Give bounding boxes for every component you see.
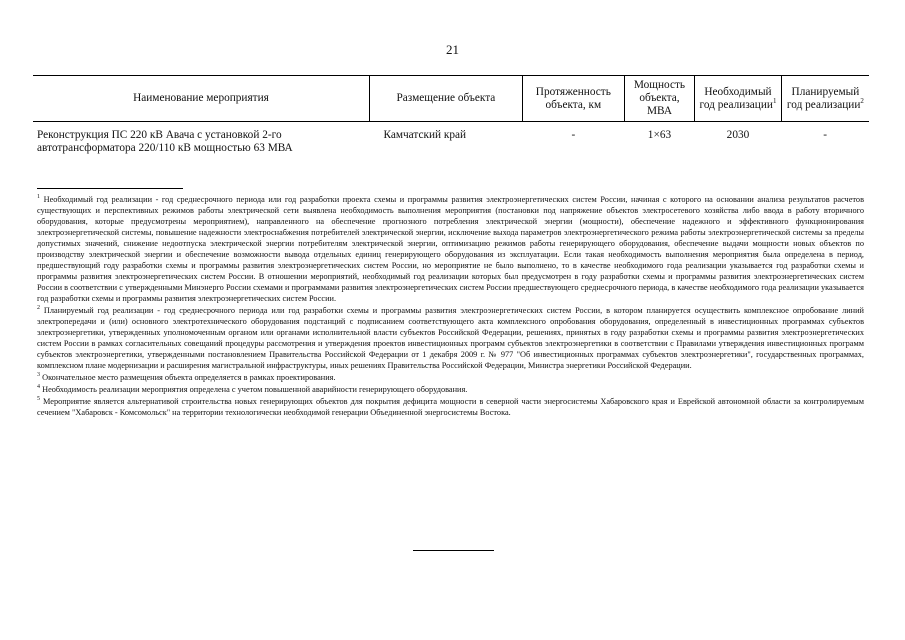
footnote-number: 4 xyxy=(37,384,40,391)
table-header-row xyxy=(33,76,869,122)
measures-table xyxy=(33,75,869,157)
header-location: Размещение объекта xyxy=(369,76,522,122)
footnote-number: 5 xyxy=(37,396,40,403)
header-planned-year xyxy=(781,76,869,122)
header-planned-year-label: Планируемый год реализации xyxy=(786,85,861,111)
footnote-text: Планируемый год реализации - год среднесрочного периода или год разработки схемы и программы развития электроэнергетических систем России, в котором планируется осуществить комплексное опробование линий электропередачи и (или) основного электротехнического оборудования подстанций с подписанием соответствующего акта комплексного опробования оборудования, определенный в инвестиционных программах субъектов электроэнергетики, утвержденных уполномоченным органом или органами исполнительной власти субъектов Российской Федерации, решениях, принятых в году разработки схемы и программы развития электроэнергетических систем России в рамках согласительных совещаний процедуры рассмотрения и утверждения проектов инвестиционных программ субъектов электроэнергетики в соответствии с Правилами утверждения инвестиционных программ субъектов электроэнергетики, утвержденными постановлением Правительства Российской Федерации от 1 декабря 2009 г. № 977 "Об инвестиционных программах субъектов электроэнергетики", государственных программах, комплексном плане модернизации и расширения магистральной инфраструктуры, иных решениях Правительства Российской Федерации, Министра энергетики Российской Федерации. xyxy=(37,306,864,370)
header-required-year-label: Необходимый год реализации xyxy=(699,85,773,111)
row-power: 1×63 xyxy=(647,129,672,141)
footnote-text: Окончательное место размещения объекта определяется в рамках проектирования. xyxy=(42,373,336,382)
footnote-separator xyxy=(37,188,183,189)
table-row xyxy=(33,122,869,158)
row-name: Реконструкция ПС 220 кВ Авача с установкой 2-го автотрансформатора 220/110 кВ мощностью 63 МВА xyxy=(37,129,293,154)
footnote-text: Необходимый год реализации - год среднесрочного периода или год разработки проекта схемы и программы развития электроэнергетических систем России, начиная с которого на основании анализа результатов расчетов существующих и перспективных режимов работы электрической сети выявлена необходимость выполнения мероприятия (постановки под напряжение объектов электросетевого хозяйства либо ввода в работу вторичного оборудования, которые предусмотрены мероприятием), направленного на обеспечение прогнозного потребления электрической энергии (мощности), обеспечение надежного и эффективного функционирования электроэнергетической системы, повышение надежности электроснабжения потребителей электрической энергии, исключение выхода параметров электроэнергетического режима работы электроэнергетической системы за пределы допустимых значений, снижение недоотпуска электрической энергии потребителям электрической энергии, оптимизацию режимов работы генерирующего оборудования, обеспечение выдачи мощности новых объектов по производству электрической энергии и обеспечение возможности вывода отдельных единиц генерирующего оборудования из эксплуатации. Если такая необходимость выполнения мероприятия была определена в период, предшествующий году разработки схемы и программы развития электроэнергетических систем России, но мероприятие не было выполнено, то в качестве необходимого года реализации указывается год разработки схемы и программы развития электроэнергетических систем России. В отношении мероприятий, необходимый год реализации которых был предусмотрен в году разработки схемы и программы развития электроэнергетических систем России в соответствии с утвержденными Минэнерго России схемами и программами развития электроэнергетических систем России предшествующего среднесрочного периода, в качестве необходимого года реализации указывается год разработки схемы и программы развития электроэнергетических систем России. xyxy=(37,195,864,303)
footnote-text: Мероприятие является альтернативой строительства новых генерирующих объектов для покрытия дефицита мощности в северной части энергосистемы Хабаровского края и Еврейской автономной области за контролируемым сечением "Хабаровск - Комсомольск" на территории технологически необходимой генерации Объединенной энергосистемы Востока. xyxy=(37,397,865,417)
footnote-3 xyxy=(37,372,864,383)
footnote-5 xyxy=(37,396,864,418)
header-length: Протяженность объекта, км xyxy=(522,76,624,122)
row-location: Камчатский край xyxy=(383,129,467,141)
row-planned-year: - xyxy=(823,129,828,141)
footnote-ref-1: 1 xyxy=(772,96,777,105)
footnotes xyxy=(37,194,864,419)
row-length: - xyxy=(571,129,576,141)
footnote-1 xyxy=(37,194,864,304)
footnote-number: 2 xyxy=(37,305,40,312)
page-number: 21 xyxy=(446,42,459,57)
end-separator xyxy=(413,550,494,551)
header-power: Мощность объекта, МВА xyxy=(624,76,694,122)
header-name: Наименование мероприятия xyxy=(33,76,369,122)
footnote-number: 3 xyxy=(37,372,40,379)
row-required-year: 2030 xyxy=(726,129,750,141)
footnote-2 xyxy=(37,305,864,371)
footnote-number: 1 xyxy=(37,194,40,201)
footnote-text: Необходимость реализации мероприятия определена с учетом повышенной аварийности генерирующего оборудования. xyxy=(42,385,468,394)
header-required-year xyxy=(695,76,782,122)
footnote-ref-2: 2 xyxy=(860,96,864,105)
footnote-4 xyxy=(37,384,864,395)
